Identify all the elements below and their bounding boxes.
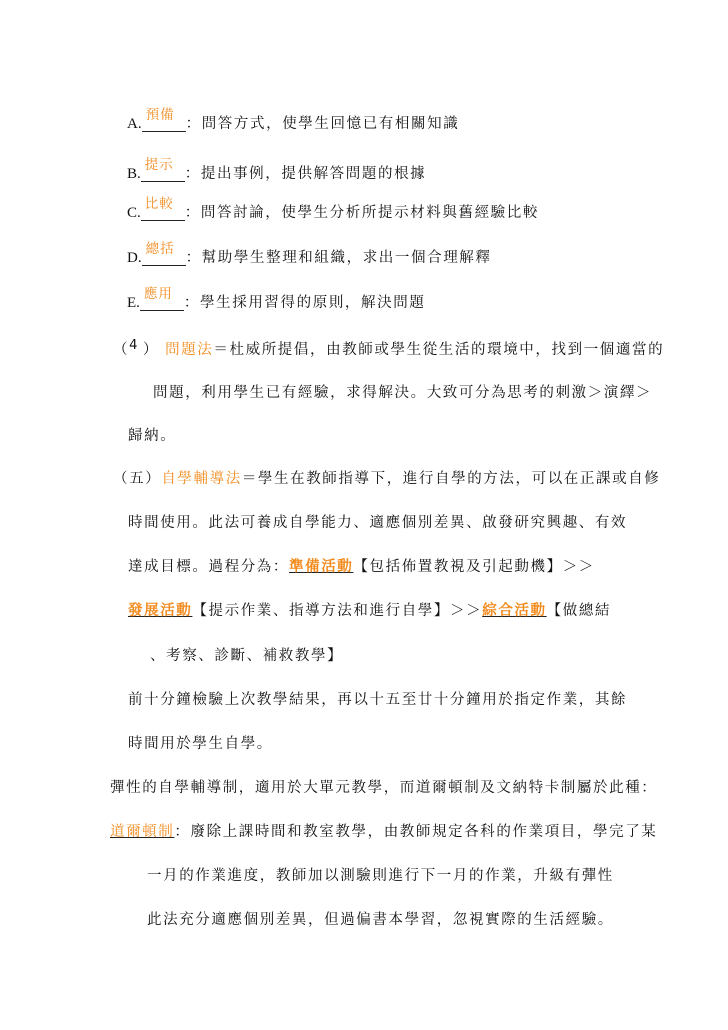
step-description: ：問答討論，使學生分析所提示材料與舊經驗比較 [184,205,539,221]
step-letter: B. [127,166,141,182]
step-b [127,157,427,184]
fill-in-blank [140,286,184,313]
flex-line-1: 彈性的自學輔導制，適用於大單元教學，而道爾頓制及文納特卡制屬於此種： [110,780,658,796]
section-5-line-4 [128,601,611,621]
step-d [127,241,492,268]
text: ：廢除上課時間和教室教學，由教師規定各科的作業項目，學完了某 [174,824,658,840]
step-description: ：問答方式，使學生回憶已有相關知識 [185,116,460,132]
blank-answer: 應用 [143,286,173,302]
section-4-line-2: 問題，利用學生已有經驗，求得解決。大致可分為思考的刺激＞演繹＞ [153,385,653,401]
fill-in-blank [142,241,186,268]
step-c [127,196,539,223]
section-4-line-3: 歸納。 [128,428,177,444]
text: 【做總結 [546,603,612,619]
step-description: ：提出事例，提供解答問題的根據 [184,166,427,182]
fill-in-blank [141,157,185,184]
step-letter: E. [127,295,140,311]
fill-in-blank [142,107,186,134]
flex-line-2 [110,822,657,842]
section-5-line-2: 時間使用。此法可養成自學能力、適應個別差異、啟發研究興趣、有效 [128,515,628,531]
step-description: ：學生採用習得的原則，解決問題 [183,295,426,311]
method-term: 自學輔導法 [161,471,242,487]
text: 達成目標。過程分為： [128,559,289,575]
section-5-heading [113,469,660,489]
method-term: 問題法 [165,342,214,358]
flex-line-4: 此法充分適應個別差異，但過偏書本學習，忽視實際的生活經驗。 [147,912,614,928]
phase-synthesis: 綜合活動 [482,603,547,619]
section-4-heading [113,340,664,361]
phase-development: 發展活動 [128,603,193,619]
dalton-plan-term: 道爾頓制 [110,824,175,840]
flex-line-3: 一月的作業進度，教師加以測驗則進行下一月的作業，升級有彈性 [147,868,614,884]
section-5-line-6: 前十分鐘檢驗上次教學結果，再以十五至廿十分鐘用於指定作業，其餘 [128,692,628,708]
section-text: ＝學生在教師指導下，進行自學的方法，可以在正課或自修 [241,471,661,487]
blank-answer: 提示 [144,157,174,173]
step-letter: D. [127,250,142,266]
section-5-line-7: 時間用於學生自學。 [128,736,273,752]
blank-answer: 比較 [144,196,174,212]
section-text: ＝杜威所提倡，由教師或學生從生活的環境中，找到一個適當的 [213,342,665,358]
paren-close: ） [142,342,160,358]
step-description: ：幫助學生整理和組織，求出一個合理解釋 [185,250,492,266]
phase-preparation: 準備活動 [289,559,354,575]
blank-answer: 預備 [145,107,175,123]
section-number: 4 [129,338,139,353]
text: 【提示作業、指導方法和進行自學】＞＞ [192,603,483,619]
section-prefix: （五） [113,471,162,487]
fill-in-blank [141,196,185,223]
step-letter: C. [127,205,141,221]
text: 【包括佈置教視及引起動機】＞＞ [353,559,595,575]
section-5-line-5: 、考察、診斷、補救教學】 [150,648,344,664]
section-5-line-3 [128,557,595,577]
step-e [127,286,426,313]
step-letter: A. [127,116,142,132]
blank-answer: 總括 [145,241,175,257]
step-a [127,107,460,134]
paren-open: （ [113,342,130,358]
